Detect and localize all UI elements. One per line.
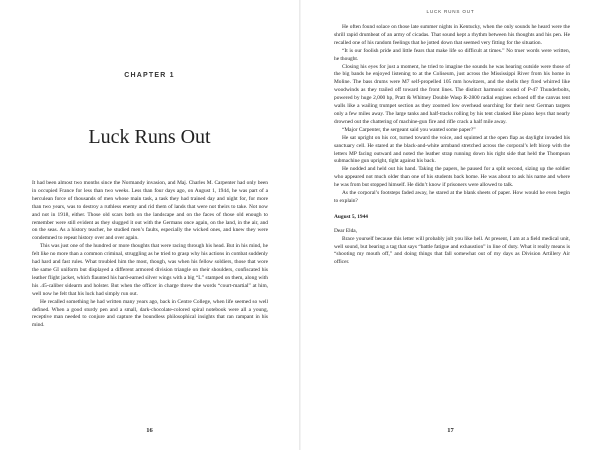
right-page	[301, 0, 600, 450]
paragraph: He sat upright on his cot, turned toward the voice, and squinted at the open flap as daylight invaded his sanctuary cell. He stared at the black-and-white armband stretched across the corporal’s left bicep with the letters MP facing outward and noted the leather strap running down his right side that held the Thompson submachine gun upright, tight against his back.	[334, 134, 570, 165]
chapter-title: Luck Runs Out	[88, 126, 211, 148]
right-body-text	[334, 24, 570, 267]
paragraph: He recalled something he had written many years ago, back in Centre College, when life seemed so well defined. When a good sturdy pen and a small, dark-chocolate-colored spiral notebook were all a young, receptive man needed to conjure and capture the boundless philosophical insights that ran rampant in his mind.	[32, 298, 268, 329]
running-head: LUCK RUNS OUT	[426, 9, 475, 14]
paragraph: He nodded and held out his hand. Taking the papers, he paused for a split second, sizing up the soldier who appeared not much older than one of his students back home. He was about to ask his name and where he was from but stopped himself. He didn’t know if prisoners were allowed to talk.	[334, 166, 570, 189]
letter-paragraph: Brace yourself because this letter will probably jolt you like hell. At present, I am at a field medical unit, well sound, but bearing a tag that says “battle fatigue and exhaustion” in line of duty. What it really means is “shooting my mouth off,” and doing things that fall somewhat out of my days as Division Artillery Air officer.	[334, 235, 570, 266]
letter-date-heading: August 5, 1944	[334, 213, 368, 220]
paragraph: It had been almost two months since the Normandy invasion, and Maj. Charles M. Carpenter had only been in occupied France for less than two weeks. Less than four days ago, on August 1, 1944, he was part of a herculean force of thousands of men whose main task, a task they had trained day and night for, for more than two years, was to destroy a ruthless enemy and rid them of lands that were not theirs to take. Not now and not in 1918, either. Those old scars both on the landscape and on the faces of those old enough to remember were still evident as they slugged it out with the Germans once again, on the land, in the air, and on the seas. As a history teacher, he studied men’s faults, especially the wicked ones, and knew they were condemned to repeat history over and over again.	[32, 180, 268, 242]
paragraph: He often found solace on those late summer nights in Kentucky, when the only sounds he heard were the shrill rapid drumbeat of an army of cicadas. That sound kept a rhythm between his thoughts and his pen. He recalled one of his random feelings that he jotted down that seemed very fitting for the situation.	[334, 24, 570, 46]
paragraph: This was just one of the hundred or more thoughts that were racing through his head. But in his mind, he felt like no more than a common criminal, struggling as he tried to grasp why his actions in combat suddenly had hard and fast rules. What troubled him the most, though, was when his fellow soldiers, those that wore the same GI uniform but displayed a different armored division triangle on their shoulders, confiscated his leather flight jacket, which flaunted his hard-earned silver wings with a big “L” stamped on them, along with his .45-caliber sidearm and holster. But when the officer in charge threw the words “court-martial” at him, well now he felt that his luck had simply run out.	[32, 243, 268, 297]
left-body-text	[32, 180, 268, 330]
left-page	[0, 0, 299, 450]
chapter-label: CHAPTER 1	[124, 72, 175, 79]
page-number-right: 17	[447, 427, 454, 434]
page-number-left: 16	[146, 427, 153, 434]
paragraph: As the corporal’s footsteps faded away, he stared at the blank sheets of paper. How would he even begin to explain?	[334, 190, 570, 204]
paragraph: “It is our foolish pride and little fears that make life so difficult at times.” No truer words were written, he thought.	[334, 47, 570, 62]
paragraph: Closing his eyes for just a moment, he tried to imagine the sounds he was hearing outside were those of the big bands he enjoyed listening to at the Coliseum, just across the Mississippi River from his home in Moline. The bass drums were M7 self-propelled 105 mm howitzers, and the shells they fired whirred like woodwinds as they trailed off toward the front lines. The distinct harmonic sound of P-47 Thunderbolts, powered by huge 2,000 hp, Pratt & Whitney Double Wasp R-2800 radial engines echoed off the canvas tent walls like a wailing trumpet section as they zoomed low overhead searching for their next German targets only a few miles away. The large tanks and half-tracks rolling by his tent clanked like piano keys that nearly drowned out the chattering of machine-gun fire and rifle crack a half mile away.	[334, 63, 570, 125]
letter-salutation: Dear Elda,	[334, 227, 358, 234]
paragraph: “Major Carpenter, the sergeant said you wanted some paper?”	[342, 126, 476, 133]
